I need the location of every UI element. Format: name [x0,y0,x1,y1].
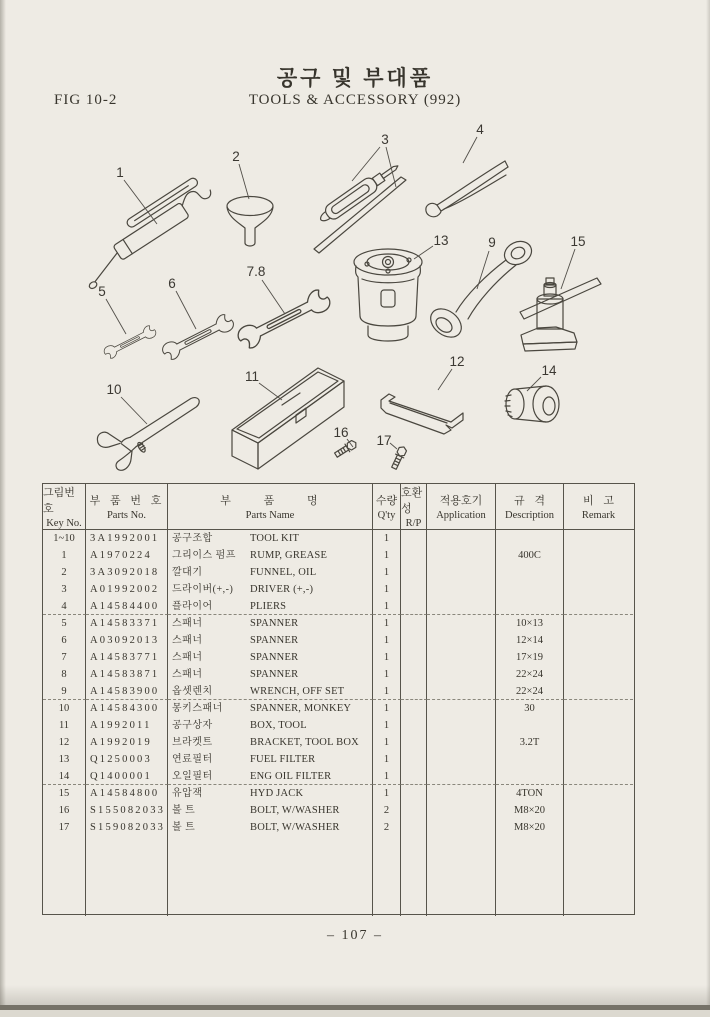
cell-qty: 2 [373,802,401,819]
header-parts-no-en: Parts No. [106,510,147,521]
funnel-illustration [227,197,273,247]
cell-rp [401,717,427,734]
cell-description [496,564,564,581]
page-title-korean: 공구 및 부대품 [276,66,434,90]
table-row [43,632,634,649]
cell-application [427,717,496,734]
filler-cell [43,836,86,916]
cell-key-no: 4 [43,598,86,615]
callout-1: 1 [116,165,124,180]
cell-description: M8×20 [496,802,564,819]
filler-cell [168,836,373,916]
cell-parts-name [168,734,373,751]
cell-qty: 1 [373,615,401,632]
cell-application [427,598,496,615]
cell-description [496,581,564,598]
cell-qty: 1 [373,581,401,598]
table-row [43,564,634,581]
cell-key-no: 9 [43,683,86,700]
page-title-english: TOOLS & ACCESSORY (992) [248,92,462,108]
cell-application [427,819,496,836]
cell-application [427,683,496,700]
cell-parts-no: A14583900 [86,683,168,700]
cell-remark [564,598,633,615]
table-row [43,530,634,547]
cell-parts-no: A14583371 [86,615,168,632]
cell-rp [401,734,427,751]
parts-name-english: BOLT, W/WASHER [250,805,340,816]
cell-parts-no: S155082033 [86,802,168,819]
cell-rp [401,666,427,683]
cell-parts-no: A14583771 [86,649,168,666]
cell-rp [401,615,427,632]
spanner-small-illustration [102,324,157,361]
cell-parts-no: 3A3092018 [86,564,168,581]
parts-name-korean: 볼 트 [172,822,196,833]
cell-key-no: 11 [43,717,86,734]
cell-remark [564,717,633,734]
header-qty [373,484,401,529]
cell-application [427,547,496,564]
cell-remark [564,615,633,632]
cell-rp [401,785,427,802]
header-rp-en: R/P [405,518,422,529]
cell-application [427,751,496,768]
callout-2: 2 [232,149,240,164]
cell-qty: 1 [373,564,401,581]
table-row [43,785,634,802]
cell-rp [401,768,427,785]
parts-name-korean: 옵셋렌치 [172,685,213,697]
filler-cell [496,836,564,916]
cell-key-no: 7 [43,649,86,666]
cell-rp [401,700,427,717]
callout-12: 12 [449,354,465,369]
cell-qty: 1 [373,632,401,649]
cell-parts-no: 3A1992001 [86,530,168,547]
header-key-no [43,484,86,529]
header-application-en: Application [436,510,486,521]
callout-10: 10 [106,382,122,397]
cell-key-no: 17 [43,819,86,836]
cell-parts-name [168,717,373,734]
parts-figure-svg [0,113,710,475]
parts-name-korean: 스패너 [172,618,203,629]
cell-key-no: 6 [43,632,86,649]
pliers-illustration [426,161,508,217]
cell-rp [401,802,427,819]
cell-remark [564,683,633,700]
callout-3: 3 [381,132,389,147]
cell-remark [564,547,633,564]
cell-description: 17×19 [496,649,564,666]
table-filler-row [43,836,634,916]
parts-name-english: HYD JACK [250,788,304,799]
cell-qty: 1 [373,683,401,700]
header-rp [401,484,427,529]
cell-parts-name [168,785,373,802]
cell-parts-name [168,819,373,836]
table-row [43,666,634,683]
cell-description: M8×20 [496,819,564,836]
table-row [43,649,634,666]
header-key-no-ko: 그림번호 [43,487,75,515]
cell-description: 22×24 [496,666,564,683]
scan-edge-bottom-fade [0,985,710,1005]
parts-name-korean: 스패너 [172,635,203,646]
grease-pump-illustration [70,173,220,290]
cell-key-no: 8 [43,666,86,683]
oil-filter-illustration [505,386,559,422]
cell-parts-name [168,530,373,547]
header-qty-ko: 수량 [375,495,398,507]
cell-remark [564,802,633,819]
cell-parts-no: A14584400 [86,598,168,615]
header-rp-ko: 호환성 [401,487,423,515]
cell-description: 400C [496,547,564,564]
filler-cell [564,836,633,916]
table-row [43,768,634,785]
parts-name-korean: 스패너 [172,669,203,680]
header-qty-en: Q'ty [377,510,396,521]
cell-key-no: 12 [43,734,86,751]
parts-name-english: FUEL FILTER [250,754,316,765]
cell-qty: 1 [373,666,401,683]
cell-remark [564,751,633,768]
header-remark [564,484,633,529]
header-description-ko: 규 격 [513,495,545,507]
callout-7-8: 7.8 [246,264,266,279]
cell-description: 12×14 [496,632,564,649]
cell-parts-no: A1970224 [86,547,168,564]
cell-remark [564,666,633,683]
bolt-illustration-16 [334,439,359,459]
cell-remark [564,530,633,547]
table-row [43,717,634,734]
parts-name-english: BOX, TOOL [250,720,307,731]
cell-remark [564,649,633,666]
cell-description: 10×13 [496,615,564,632]
cell-application [427,632,496,649]
cell-qty: 1 [373,547,401,564]
cell-key-no: 2 [43,564,86,581]
cell-rp [401,598,427,615]
cell-key-no: 3 [43,581,86,598]
figure-number-label: FIG 10-2 [54,92,118,108]
offset-wrench-illustration [425,237,535,343]
header-parts-no [86,484,168,529]
cell-parts-no: A1992011 [86,717,168,734]
table-row [43,683,634,700]
cell-rp [401,751,427,768]
parts-name-korean: 드라이버(+,-) [172,584,234,595]
table-row [43,547,634,564]
parts-name-english: SPANNER, MONKEY [250,703,352,714]
callout-5: 5 [98,284,106,299]
cell-parts-name [168,615,373,632]
callout-4: 4 [476,122,484,137]
cell-description: 30 [496,700,564,717]
filler-cell [373,836,401,916]
parts-name-english: WRENCH, OFF SET [250,685,345,697]
parts-name-korean: 스패너 [172,652,203,663]
cell-parts-name [168,581,373,598]
filler-cell [427,836,496,916]
cell-key-no: 13 [43,751,86,768]
parts-name-korean: 그리이스 펌프 [172,550,236,561]
cell-qty: 1 [373,649,401,666]
parts-name-korean: 오일필터 [172,770,213,782]
cell-remark [564,564,633,581]
cell-key-no: 15 [43,785,86,802]
spanner-large-illustration [235,287,333,352]
parts-name-english: RUMP, GREASE [250,550,328,561]
parts-name-korean: 유압잭 [172,788,203,799]
cell-description: 3.2T [496,734,564,751]
table-row [43,615,634,632]
cell-rp [401,632,427,649]
cell-application [427,700,496,717]
cell-parts-name [168,632,373,649]
cell-key-no: 14 [43,768,86,785]
cell-key-no: 1~10 [43,530,86,547]
cell-description: 22×24 [496,683,564,700]
cell-parts-name [168,598,373,615]
table-row [43,581,634,598]
cell-rp [401,819,427,836]
cell-application [427,530,496,547]
cell-remark [564,819,633,836]
scan-edge-below [0,1010,710,1017]
cell-parts-no: S159082033 [86,819,168,836]
cell-rp [401,649,427,666]
cell-remark [564,581,633,598]
cell-description [496,530,564,547]
parts-name-korean: 볼 트 [172,805,196,816]
cell-remark [564,734,633,751]
cell-description: 4TON [496,785,564,802]
callout-leader-lines [106,137,575,449]
cell-application [427,615,496,632]
parts-name-english: DRIVER (+,-) [250,584,314,595]
callout-15: 15 [570,234,586,249]
parts-name-english: ENG OIL FILTER [250,770,332,782]
header-parts-name-ko: 부 품 명 [220,495,320,507]
cell-parts-name [168,700,373,717]
table-row [43,819,634,836]
callout-6: 6 [168,276,176,291]
callout-13: 13 [433,233,449,248]
parts-name-english: PLIERS [250,600,287,612]
header-application-ko: 적용호기 [439,495,483,507]
parts-name-english: SPANNER [250,652,299,663]
cell-application [427,768,496,785]
cell-key-no: 10 [43,700,86,717]
cell-remark [564,700,633,717]
header-key-no-en: Key No. [46,518,82,529]
cell-parts-no: A03092013 [86,632,168,649]
cell-qty: 1 [373,598,401,615]
cell-parts-name [168,683,373,700]
cell-parts-name [168,768,373,785]
cell-qty: 1 [373,717,401,734]
hydraulic-jack-illustration [520,278,601,351]
cell-qty: 1 [373,734,401,751]
parts-name-korean: 깔대기 [172,567,203,578]
header-remark-ko: 비 고 [582,495,614,507]
cell-parts-no: A14584800 [86,785,168,802]
header-remark-en: Remark [581,510,616,521]
page-number: – 107 – [327,928,383,943]
cell-rp [401,564,427,581]
cell-application [427,666,496,683]
cell-remark [564,768,633,785]
cell-qty: 1 [373,530,401,547]
header-parts-name-en: Parts Name [245,510,295,521]
cell-description [496,751,564,768]
bolt-illustration-17 [390,445,408,470]
cell-qty: 1 [373,785,401,802]
callout-14: 14 [541,363,557,378]
cell-qty: 1 [373,751,401,768]
spanner-medium-illustration [160,312,236,362]
cell-application [427,564,496,581]
fuel-filter-illustration [354,249,422,341]
cell-rp [401,530,427,547]
cell-parts-name [168,547,373,564]
table-body [43,530,634,836]
header-description [496,484,564,529]
cell-qty: 1 [373,700,401,717]
cell-parts-no: A14584300 [86,700,168,717]
callout-16: 16 [333,425,349,440]
cell-rp [401,683,427,700]
cell-parts-no: Q1250003 [86,751,168,768]
cell-parts-name [168,649,373,666]
parts-name-korean: 플라이어 [172,600,213,612]
parts-name-english: BRACKET, TOOL BOX [250,737,359,748]
cell-parts-name [168,751,373,768]
table-row [43,700,634,717]
cell-description [496,768,564,785]
cell-parts-no: Q1400001 [86,768,168,785]
cell-key-no: 1 [43,547,86,564]
cell-qty: 1 [373,768,401,785]
cell-application [427,802,496,819]
cell-parts-no: A14583871 [86,666,168,683]
bracket-illustration [381,394,463,434]
parts-name-english: TOOL KIT [250,533,300,544]
callout-11: 11 [244,369,260,384]
cell-parts-name [168,564,373,581]
table-row [43,751,634,768]
cell-description [496,598,564,615]
parts-figure [0,113,710,475]
parts-table [42,483,635,915]
cell-parts-no: A1992019 [86,734,168,751]
table-row [43,734,634,751]
filler-cell [401,836,427,916]
filler-cell [86,836,168,916]
table-header-row [43,484,634,530]
cell-parts-no: A01992002 [86,581,168,598]
cell-description [496,717,564,734]
header-parts-no-ko: 부 품 번 호 [89,495,164,507]
header-application [427,484,496,529]
parts-name-korean: 공구상자 [172,720,213,731]
parts-name-english: SPANNER [250,618,299,629]
cell-key-no: 5 [43,615,86,632]
cell-application [427,734,496,751]
parts-name-korean: 브라켓트 [172,737,213,748]
cell-rp [401,581,427,598]
header-description-en: Description [505,510,554,521]
callout-9: 9 [488,235,496,250]
cell-parts-name [168,666,373,683]
cell-application [427,785,496,802]
cell-application [427,649,496,666]
cell-remark [564,632,633,649]
parts-name-english: SPANNER [250,635,299,646]
cell-key-no: 16 [43,802,86,819]
callout-17: 17 [376,433,392,448]
cell-qty: 2 [373,819,401,836]
parts-name-korean: 몽키스패너 [172,703,223,714]
parts-name-korean: 공구조합 [172,533,213,544]
parts-name-english: BOLT, W/WASHER [250,822,340,833]
table-row [43,598,634,615]
cell-application [427,581,496,598]
parts-name-english: SPANNER [250,669,299,680]
table-row [43,802,634,819]
cell-parts-name [168,802,373,819]
header-parts-name [168,484,373,529]
cell-remark [564,785,633,802]
cell-rp [401,547,427,564]
parts-name-english: FUNNEL, OIL [250,567,317,578]
parts-name-korean: 연료필터 [172,754,213,765]
